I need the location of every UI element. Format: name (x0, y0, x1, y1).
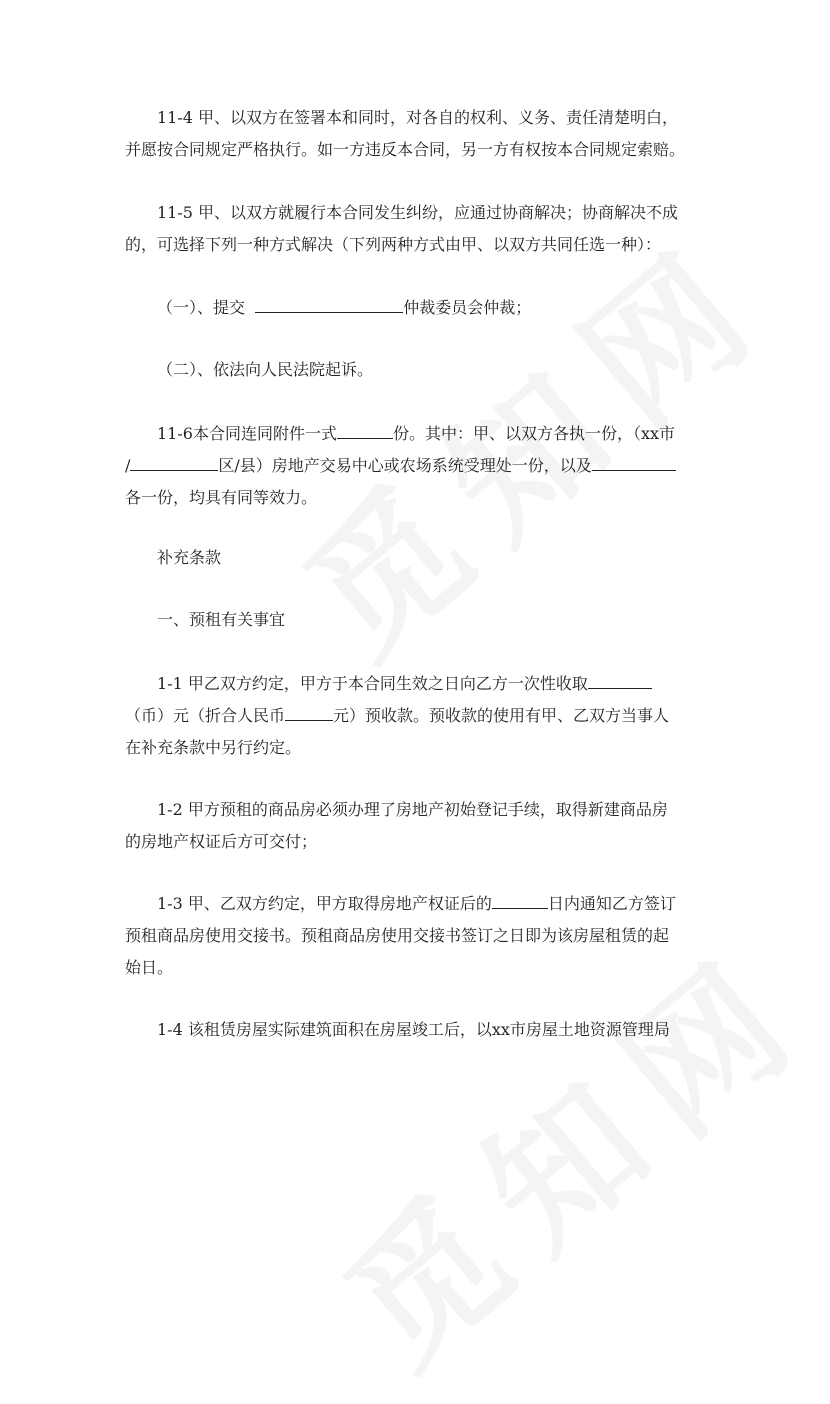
fill-blank (285, 703, 333, 721)
text-line (125, 450, 710, 482)
fill-blank (588, 671, 652, 689)
section-1-title (125, 604, 710, 636)
text-line: 在补充条款中另行约定。 (125, 738, 302, 757)
text-segment: 区/县）房地产交易中心或农场系统受理处一份，以及 (218, 456, 592, 475)
text-line (125, 292, 710, 324)
heading: 一、预租有关事宜 (157, 610, 286, 629)
text-line: 的，可选择下列一种方式解决（下列两种方式由甲、以双方共同任选一种）： (125, 235, 662, 254)
text-segment: 11-6本合同连同附件一式 (157, 424, 337, 443)
text-line: 1-2 甲方预租的商品房必须办理了房地产初始登记手续，取得新建商品房 (157, 800, 668, 819)
fill-blank (255, 295, 403, 313)
option-1 (125, 292, 710, 324)
text-segment: 1-3 甲、乙双方约定，甲方取得房地产权证后的 (157, 894, 492, 913)
clause-11-5 (125, 197, 710, 261)
clause-11-6 (125, 418, 710, 514)
fill-blank (592, 453, 676, 471)
option-2 (125, 354, 710, 386)
text-line: 并愿按合同规定严格执行。如一方违反本合同，另一方有权按本合同规定索赔。 (125, 140, 686, 159)
text-segment: 元）预收款。预收款的使用有甲、乙双方当事人 (333, 706, 670, 725)
heading: 补充条款 (157, 548, 222, 567)
fill-blank (337, 421, 393, 439)
fill-blank (130, 453, 218, 471)
text-segment: 份。其中：甲、以双方各执一份，（xx市 (392, 424, 676, 443)
text-line: （二）、依法向人民法院起诉。 (157, 360, 374, 379)
option-label: （一）、提交 (157, 298, 246, 317)
text-segment: 1-1 甲乙双方约定，甲方于本合同生效之日向乙方一次性收取 (157, 674, 588, 693)
clause-11-4 (125, 102, 710, 166)
text-line (125, 700, 710, 732)
text-line (125, 668, 710, 700)
text-line: 的房地产权证后方可交付； (125, 832, 318, 851)
text-line: 始日。 (125, 958, 174, 977)
text-line: 1-4 该租赁房屋实际建筑面积在房屋竣工后，以xx市房屋土地资源管理局 (157, 1020, 670, 1039)
clause-1-3 (125, 888, 710, 984)
text-line: 11-5 甲、以双方就履行本合同发生纠纷，应通过协商解决；协商解决不成 (157, 203, 679, 222)
text-segment: 日内通知乙方签订 (547, 894, 676, 913)
option-text: 仲裁委员会仲裁； (403, 298, 532, 317)
clause-1-4 (125, 1014, 710, 1046)
text-line (125, 418, 710, 450)
text-line: 预租商品房使用交接书。预租商品房使用交接书签订之日即为该房屋租赁的起 (125, 926, 670, 945)
text-line (125, 888, 710, 920)
clause-1-2 (125, 794, 710, 858)
supplement-title (125, 542, 710, 574)
text-line: 各一份，均具有同等效力。 (125, 488, 318, 507)
text-segment: （币）元（折合人民币 (125, 706, 286, 725)
text-line: 11-4 甲、以双方在签署本和同时，对各自的权利、义务、责任清楚明白， (157, 108, 679, 127)
clause-1-1 (125, 668, 710, 764)
fill-blank (492, 891, 548, 909)
text-segment: / (125, 456, 131, 475)
